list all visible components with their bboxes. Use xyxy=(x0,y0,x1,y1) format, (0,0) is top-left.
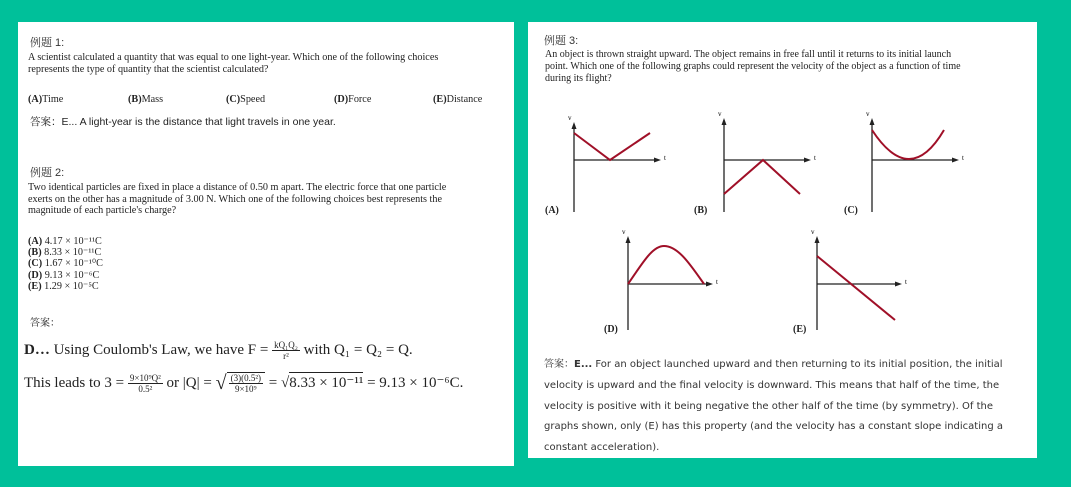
right-panel xyxy=(528,22,1037,458)
graph-e xyxy=(811,228,911,334)
svg-text:v: v xyxy=(811,228,815,236)
fraction: $\frac{\text{9×10⁹Q²}}{\text{0.5²}}$ xyxy=(129,373,161,395)
choice-b: (B) 8.33 × 10⁻¹¹C xyxy=(28,247,102,259)
svg-text:t: t xyxy=(664,154,666,162)
choice-e: (E)Distance xyxy=(433,94,483,105)
example-1-choices xyxy=(28,94,482,105)
example-3-question xyxy=(545,49,961,84)
choice-e: (E) 1.29 × 10⁻⁵C xyxy=(28,280,99,292)
svg-text:v: v xyxy=(622,228,626,236)
question-line: point. Which one of the following graphs could represent the velocity of the object as a function of time xyxy=(545,60,961,72)
graph-c xyxy=(866,110,966,216)
graph-a xyxy=(568,114,668,220)
graph-b-label: (B) xyxy=(694,205,708,216)
example-2-answer-label: 答案： xyxy=(30,318,60,329)
choice-a: (A)Time xyxy=(28,94,64,105)
example-3-answer: 答案：E... For an object launched upward and then returning to its initial position, the initial velocity is upward and the final velocity is downward. This means that half of the time, the velocity is positive with it being negative the other half of the time (by symmetry). Of the graphs shown, only (E) has this property (and the velocity has a constant slope indicating a constant acceleration). xyxy=(544,359,1003,454)
solution-line-1: D… Using Coulomb's Law, we have F = $\frac{\text{kQ₁Q₂}}{\text{r²}}$ with Q₁ = Q₂ = Q. xyxy=(24,340,413,361)
question-line: An object is thrown straight upward. The object remains in free fall until it returns to its initial launch xyxy=(545,49,952,60)
choice-c: (C) 1.67 × 10⁻¹⁰C xyxy=(28,258,103,270)
graph-c-label: (C) xyxy=(844,205,858,216)
choice-c: (C)Speed xyxy=(226,94,266,105)
question-line: during its flight? xyxy=(545,72,612,84)
svg-text:v: v xyxy=(866,110,870,118)
choice-d: (D)Force xyxy=(334,94,372,105)
fraction: $\frac{\text{kQ₁Q₂}}{\text{r²}}$ xyxy=(274,340,298,361)
fraction: $\frac{\text{(3)(0.5²)}}{\text{9×10⁹}}$ xyxy=(230,373,262,395)
question-line: exerts on the other has a magnitude of 3.00 N. Which one of the following choices best represents the xyxy=(28,193,442,205)
graph-d-label: (D) xyxy=(604,324,618,335)
question-line: magnitude of each particle's charge? xyxy=(28,205,177,216)
svg-text:t: t xyxy=(905,278,907,286)
question-line: Two identical particles are fixed in place a distance of 0.50 m apart. The electric force that one particle xyxy=(28,182,447,193)
svg-text:v: v xyxy=(718,110,722,118)
graph-d xyxy=(622,228,722,334)
svg-text:t: t xyxy=(814,154,816,162)
graph-e-label: (E) xyxy=(793,324,807,335)
svg-text:t: t xyxy=(716,278,718,286)
solution-line-2: This leads to 3 = $\frac{\text{9×10⁹Q²}}{\text{0.5²}}$ or |Q| = √ $\frac{\text{(3)(0.5²)}}{\text{9×10⁹}}$ = √8.33 × 10⁻¹¹ = 9.13 × 10⁻⁶C. xyxy=(24,372,464,395)
example-1-question xyxy=(28,52,438,75)
question-line: A scientist calculated a quantity that was equal to one light-year. Which one of the following choices xyxy=(28,52,439,63)
left-panel xyxy=(18,22,514,466)
example-1-title: 例题 1: xyxy=(30,37,65,49)
example-2-choices xyxy=(28,236,103,292)
example-2-title: 例题 2: xyxy=(30,167,65,179)
choice-d: (D) 9.13 × 10⁻⁶C xyxy=(28,269,100,281)
question-line: represents the type of quantity that the scientist calculated? xyxy=(28,63,269,75)
graph-b xyxy=(718,110,818,216)
choice-b: (B)Mass xyxy=(128,94,164,105)
svg-text:t: t xyxy=(962,154,964,162)
example-2-question xyxy=(28,182,446,217)
choice-a: (A) 4.17 × 10⁻¹¹C xyxy=(28,236,102,247)
example-1-answer: 答案：E... A light-year is the distance that light travels in one year. xyxy=(30,116,336,128)
graph-a-label: (A) xyxy=(545,205,559,216)
example-3-title: 例题 3: xyxy=(544,35,579,47)
svg-text:v: v xyxy=(568,114,572,122)
